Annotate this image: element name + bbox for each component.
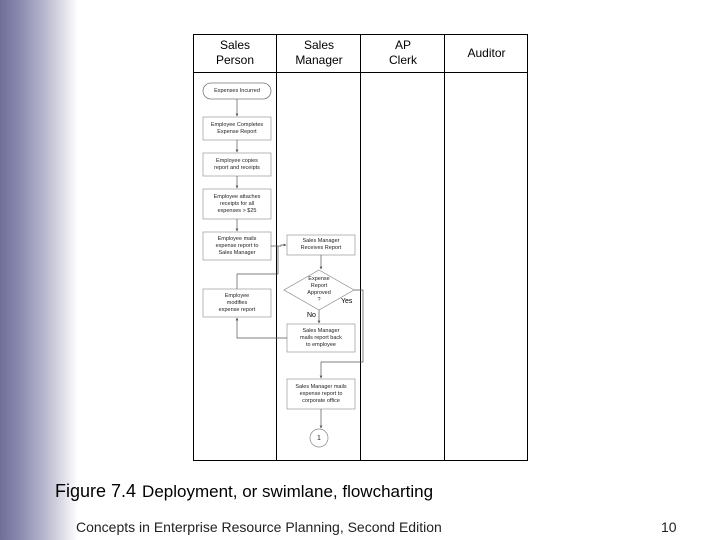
- node-mails-corporate: Sales Manager mails expense report to corporate office: [295, 383, 347, 404]
- footer-book-title: Concepts in Enterprise Resource Planning, Second Edition: [76, 519, 442, 535]
- node-manager-receives: Sales Manager Receives Report: [300, 238, 342, 251]
- node-attaches-receipts: Employee attaches receipts for all expenses > $25: [213, 193, 261, 214]
- node-mails-report: Employee mails expense report to Sales Manager: [215, 235, 259, 256]
- node-completes-report: Employee Completes Expense Report: [210, 121, 264, 135]
- decorative-side-band: [0, 0, 78, 540]
- lane-header-ap-clerk: AP Clerk: [388, 38, 417, 67]
- lane-header-sales-person: Sales Person: [215, 38, 255, 67]
- flow-label-no: No: [307, 312, 316, 319]
- footer-page-number: 10: [661, 519, 677, 535]
- figure-caption: [55, 481, 433, 502]
- node-mails-back: Sales Manager mails report back to employee: [300, 327, 342, 348]
- node-modifies-report: Employee modifies expense report: [218, 292, 256, 313]
- swimlane-diagram: [193, 34, 528, 461]
- lane-header-sales-manager: Sales Manager: [295, 38, 343, 67]
- node-decision-approved: Expense Report Approved ?: [307, 276, 331, 303]
- node-connector: 1: [317, 434, 321, 442]
- node-expenses-incurred: Expenses Incurred: [214, 87, 260, 94]
- figure-number: Figure 7.4: [55, 481, 137, 501]
- lane-header-auditor: Auditor: [467, 45, 506, 60]
- node-copies-report: Employee copies report and receipts: [214, 157, 260, 171]
- flow-label-yes: Yes: [341, 298, 353, 305]
- figure-title: Deployment, or swimlane, flowcharting: [142, 482, 434, 501]
